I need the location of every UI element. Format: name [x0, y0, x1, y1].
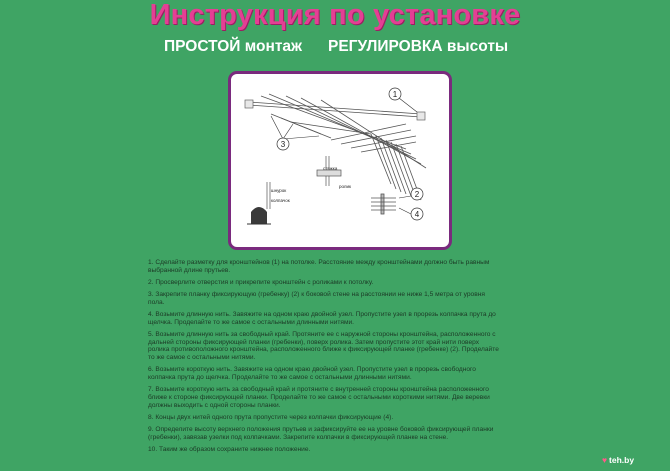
callout-1: [389, 88, 401, 100]
label-cap: колпачок: [271, 198, 290, 203]
callout-1-label: 1: [392, 90, 398, 99]
callout-3: [277, 138, 289, 150]
callout-4-label: 4: [414, 210, 420, 219]
instruction-step-3: 3. Закрепите планку фиксирующую (гребенку) (2) к боковой стене на расстоянии не ниже 1,5 метра от уровня пола.: [148, 290, 485, 306]
installation-diagram: [228, 71, 452, 250]
watermark-text: teh.by: [609, 455, 635, 465]
callout-4: [411, 208, 423, 220]
instruction-step-8: 8. Концы двух нитей одного прута пропустите через колпачки фиксирующие (4).: [148, 413, 394, 421]
callout-2-label: 2: [414, 190, 420, 199]
instruction-step-2: 2. Просверлите отверстия и прикрепите кронштейн с роликами к потолку.: [148, 278, 374, 286]
instruction-step-1: 1. Сделайте разметку для кронштейнов (1) на потолке. Расстояние между кронштейнами должно быть равным выбранной длине прутьев.: [148, 259, 490, 274]
instruction-step-9: 9. Определите высоту верхнего положения прутьев и зафиксируйте ее на уровне боковой фиксирующей планки (гребенки), завязав узелки под колпачками. Закрепите колпачки в фиксирующей планке на стене.: [148, 425, 494, 441]
callout-2: [411, 188, 423, 200]
instructions-list: [148, 259, 500, 458]
subtitle-simple-mounting: ПРОСТОЙ монтаж: [164, 38, 303, 55]
instruction-step-4: 4. Возьмите длинную нить. Завяжите на одном краю двойной узел. Пропустите узел в прорезь колпачка прута до щелчка. Проделайте то же самое с остальными длинными нитями.: [148, 310, 496, 326]
end-cap-icon: [251, 207, 267, 224]
instruction-step-5: 5. Возьмите длинную нить за свободный край. Протяните ее с наружной стороны кронштейна, расположенного с дальней стороны фиксирующей планки (гребенки), поверх ролика. Затем пропустите этот край нити поверх ролика противоположного кронштейна, расположенного ближе к фиксирующей планке (гребенке) (2). Проделайте то же самое с остальными нитями.: [148, 330, 499, 362]
fixing-plank: [371, 194, 396, 214]
page-title: Инструкция по установке: [149, 0, 521, 31]
callout-3-label: 3: [280, 140, 286, 149]
label-pulley: ролик: [339, 184, 352, 189]
dryer-rods: [249, 94, 426, 200]
watermark: [602, 455, 634, 465]
diagram-drawing: [231, 74, 449, 247]
label-knot: шнурок: [271, 188, 287, 193]
instruction-step-10: 10. Таким же образом сохраните нижнее положение.: [148, 445, 311, 453]
subtitle-height-adjustment: РЕГУЛИРОВКА высоты: [328, 38, 509, 55]
instruction-step-7: 7. Возьмите короткую нить за свободный край и протяните с внутренней стороны кронштейна расположенного ближе к стороне фиксирующей планки. Проделайте то же самое с остальными короткими нитями. Две веревки должны выходить с одной стороны планки.: [148, 386, 490, 409]
label-strap: стяжка: [323, 166, 338, 171]
heart-icon: ♥: [602, 455, 608, 465]
instruction-step-6: 6. Возьмите короткую нить. Завяжите на одном краю двойной узел. Пропустите узел в прорезь свободного колпачка прута до щелчка. Проделайте то же самое с остальными длинными нитями.: [148, 366, 476, 382]
